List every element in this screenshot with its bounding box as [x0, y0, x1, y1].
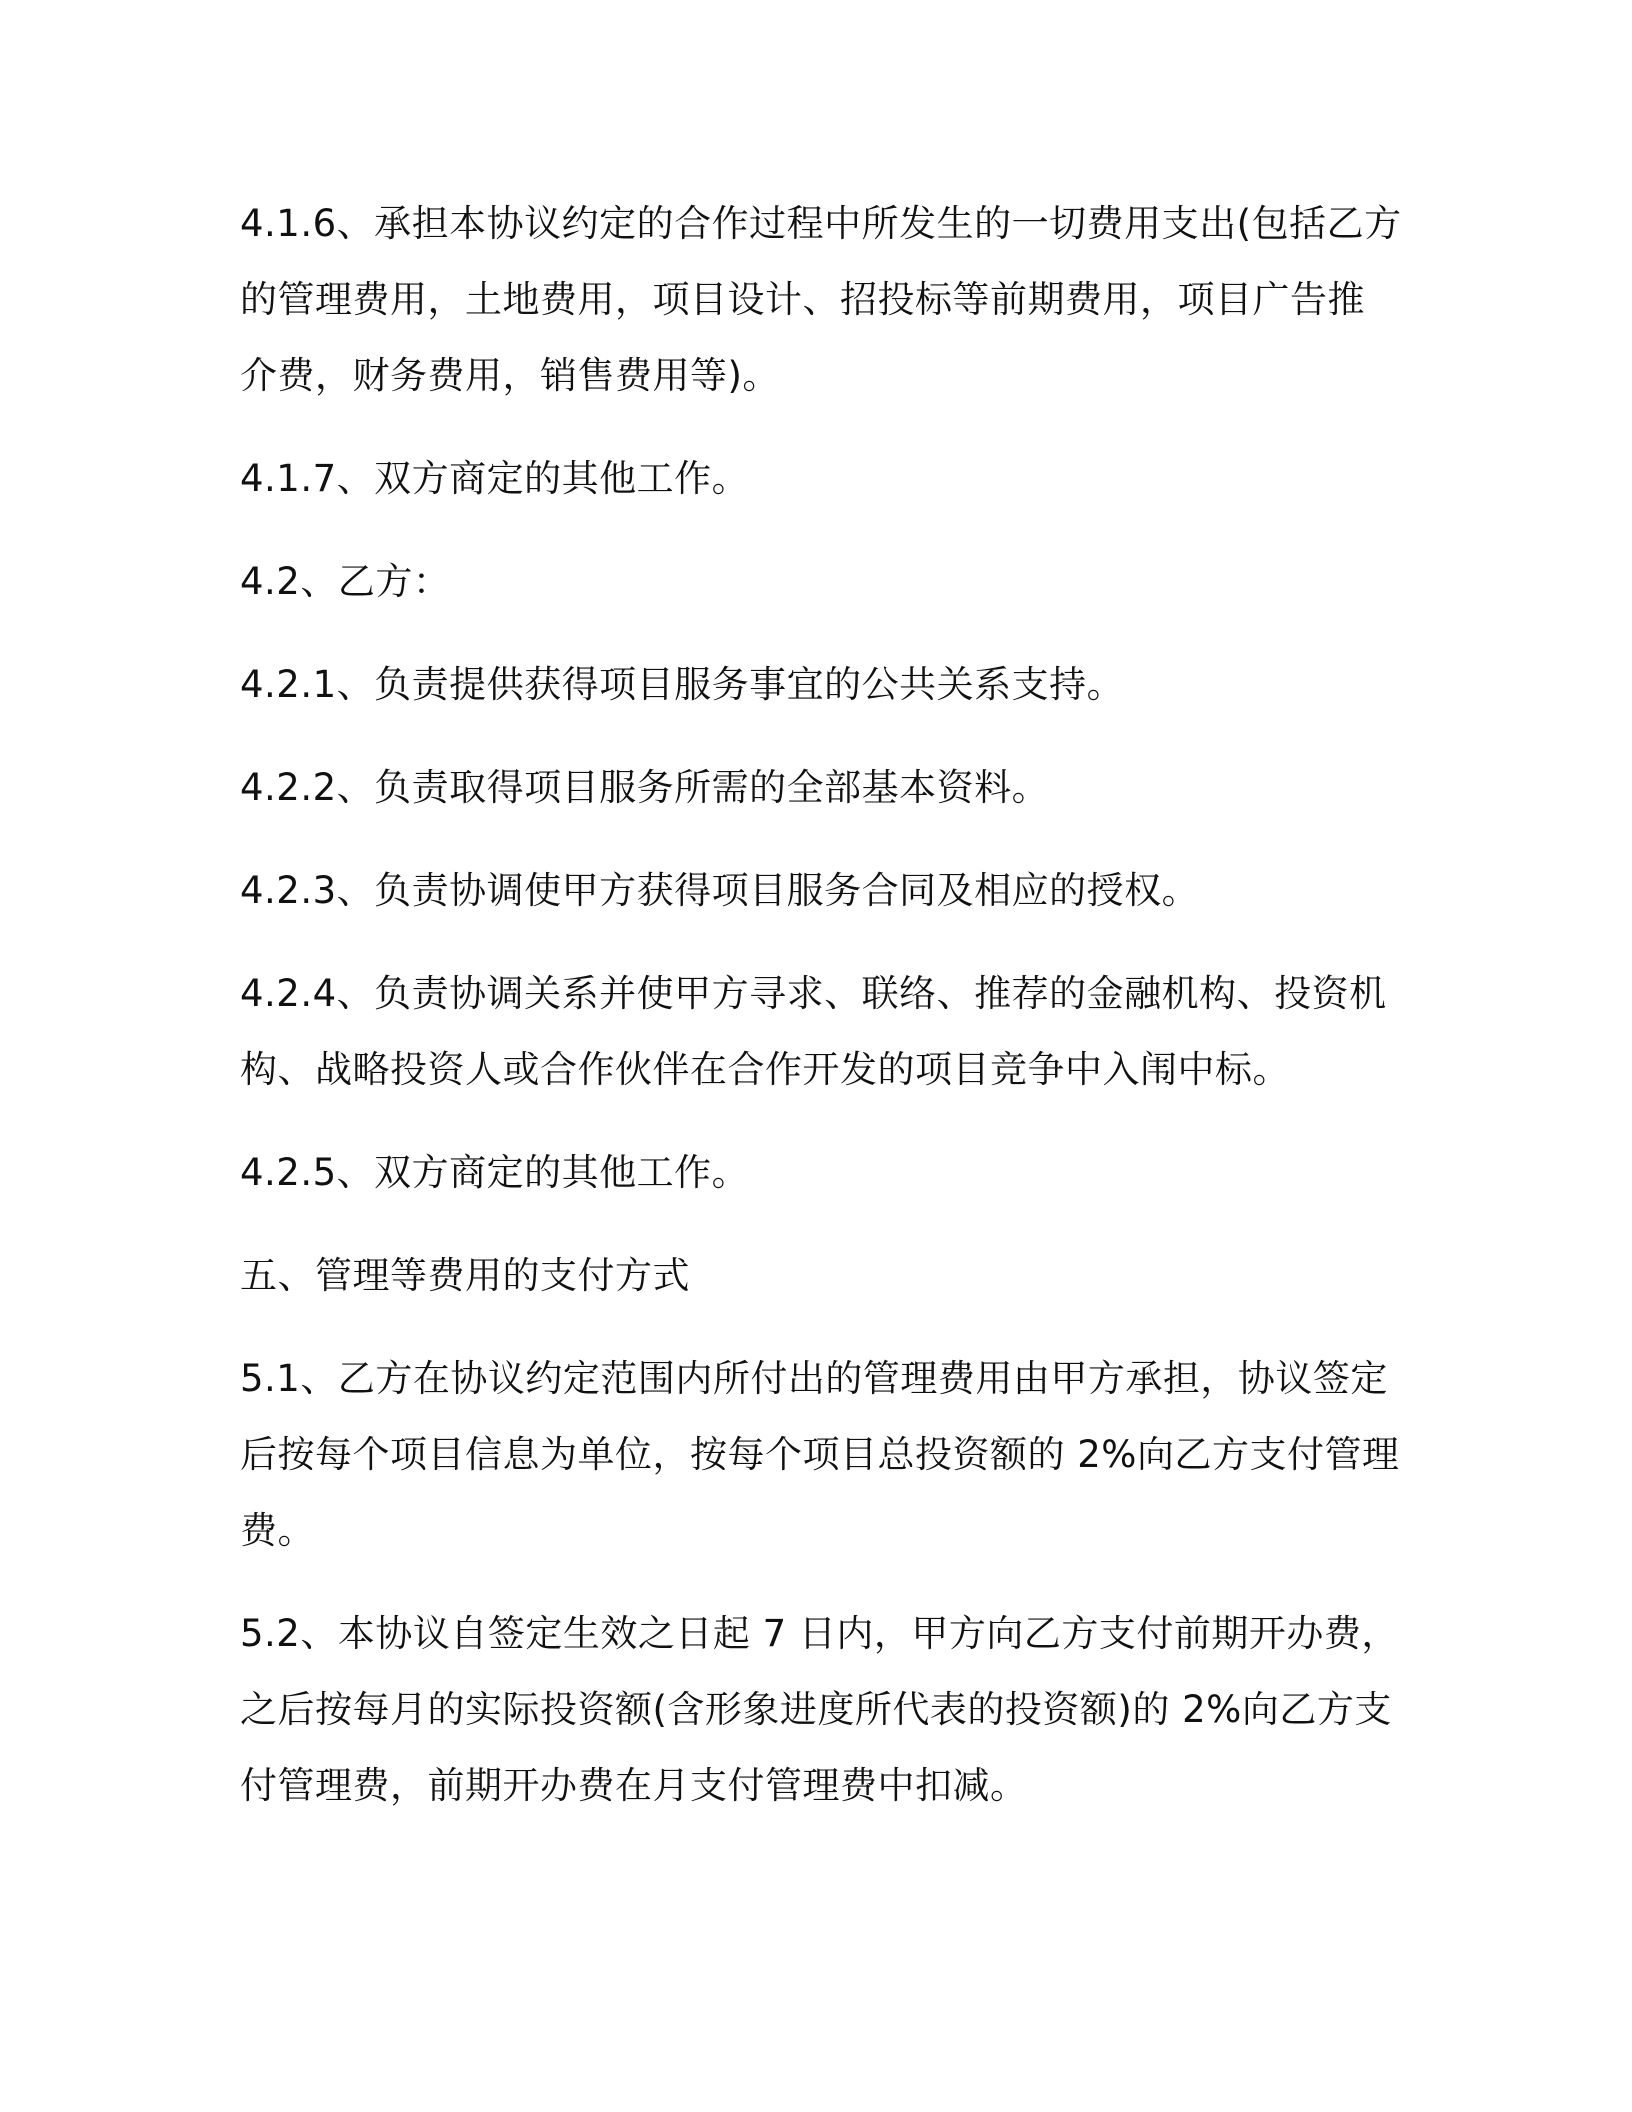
clause-4-2 [240, 544, 1392, 620]
clause-line: 4.1.7、双方商定的其他工作。 [240, 457, 750, 500]
clause-4-2-2 [240, 750, 1392, 826]
clause-line: 5.2、本协议自签定生效之日起 7 日内，甲方向乙方支付前期开办费， [240, 1612, 1399, 1655]
clause-line: 4.2、乙方： [240, 560, 451, 603]
clause-line: 的管理费用，土地费用，项目设计、招投标等前期费用，项目广告推 [240, 278, 1365, 321]
clause-line: 构、战略投资人或合作伙伴在合作开发的项目竞争中入闱中标。 [240, 1048, 1290, 1091]
clause-4-2-3 [240, 853, 1392, 929]
clause-4-1-6 [240, 186, 1402, 414]
clause-4-2-1 [240, 647, 1392, 723]
clause-line: 4.2.2、负责取得项目服务所需的全部基本资料。 [240, 766, 1050, 809]
clause-line: 4.1.6、承担本协议约定的合作过程中所发生的一切费用支出(包括乙方 [240, 202, 1402, 245]
clause-line: 4.2.3、负责协调使甲方获得项目服务合同及相应的授权。 [240, 869, 1200, 912]
clause-line: 付管理费，前期开办费在月支付管理费中扣减。 [240, 1764, 1028, 1807]
clause-line: 4.2.1、负责提供获得项目服务事宜的公共关系支持。 [240, 663, 1125, 706]
clause-line: 费。 [240, 1509, 315, 1552]
clause-5-2 [240, 1596, 1399, 1824]
clause-line: 之后按每月的实际投资额(含形象进度所代表的投资额)的 2%向乙方支 [240, 1688, 1392, 1731]
clause-line: 4.2.4、负责协调关系并使甲方寻求、联络、推荐的金融机构、投资机 [240, 972, 1387, 1015]
clause-4-2-4 [240, 956, 1392, 1108]
clause-5-1 [240, 1341, 1400, 1569]
clause-4-2-5 [240, 1135, 1392, 1211]
document-body [240, 186, 1402, 1851]
clause-line: 介费，财务费用，销售费用等)。 [240, 354, 780, 397]
section-heading-5 [240, 1238, 1392, 1314]
section-heading-line: 五、管理等费用的支付方式 [240, 1254, 690, 1297]
clause-line: 5.1、乙方在协议约定范围内所付出的管理费用由甲方承担，协议签定 [240, 1357, 1388, 1400]
clause-line: 4.2.5、双方商定的其他工作。 [240, 1151, 750, 1194]
clause-4-1-7 [240, 441, 1392, 517]
clause-line: 后按每个项目信息为单位，按每个项目总投资额的 2%向乙方支付管理 [240, 1433, 1400, 1476]
